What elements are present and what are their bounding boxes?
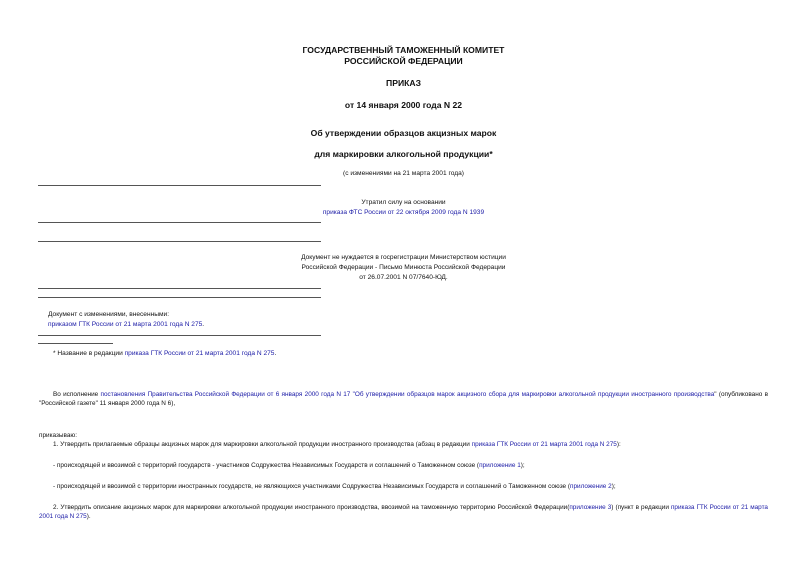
orders-label: приказываю: (39, 432, 77, 439)
doc-date-number: от 14 января 2000 года N 22 (344, 100, 463, 110)
footnote-prefix: * Название в редакции (53, 350, 125, 357)
void-notice-text: Утратил силу на основании (361, 199, 446, 206)
divider (38, 185, 321, 186)
sub-item-2 (53, 482, 768, 491)
amendment-note: (с изменениями на 21 марта 2001 года) (343, 170, 464, 177)
footnote-after: . (274, 350, 277, 357)
registration-line3: от 26.07.2001 N 07/7640-ЮД. (359, 274, 448, 281)
sub-item-2-after: ); (611, 483, 616, 490)
intro-paragraph (39, 390, 768, 409)
void-notice-block (0, 208, 807, 217)
changes-order-link[interactable]: приказом ГТК России от 21 марта 2001 года N 275 (48, 321, 203, 328)
changes-after: . (202, 321, 205, 328)
changes-label: Документ с изменениями, внесенными: (48, 311, 170, 318)
footnote (53, 349, 276, 358)
divider (38, 222, 321, 223)
item-1 (53, 440, 768, 449)
doc-title-line1: Об утверждении образцов акцизных марок (310, 128, 497, 138)
appendix-2-link[interactable]: приложение 2 (570, 483, 612, 490)
registration-line2: Российской Федерации - Письмо Минюста Российской Федерации (301, 264, 506, 271)
government-decree-link[interactable]: постановления Правительства Российской Федерации от 6 января 2000 года N 17 "Об утверждении образцов марок акцизного сбора для маркировки алкогольной продукции иностранного производства (100, 391, 715, 398)
doc-title-line2: для маркировки алкогольной продукции* (314, 149, 493, 159)
sub-item-1-text: - происходящей и ввозимой с территорий государств - участников Содружества Независимых Государств и соглашений о Таможенном союзе ( (53, 462, 480, 469)
item-2-text: 2. Утвердить описание акцизных марок для маркировки алкогольной продукции иностранного производства, ввозимой на таможенную территорию Российской Федерации( (53, 504, 570, 511)
appendix-1-link[interactable]: приложение 1 (479, 462, 521, 469)
registration-line1: Документ не нуждается в госрегистрации Министерством юстиции (301, 254, 506, 261)
divider (38, 241, 321, 242)
doc-type: ПРИКАЗ (386, 78, 421, 88)
appendix-3-link[interactable]: приложение 3 (569, 504, 612, 511)
intro-after: " (опубликовано в "Российской газете" 11 января 2000 года N 6), (39, 391, 768, 408)
sub-item-1 (53, 461, 768, 470)
divider (38, 288, 321, 289)
footnote-order-link[interactable]: приказа ГТК России от 21 марта 2001 года N 275 (124, 350, 275, 357)
sub-item-2-text: - происходящей и ввозимой с территории иностранных государств, не являющихся участниками Содружества Независимых Государств и соглашений о Таможенном союзе ( (53, 483, 571, 490)
changes-block (48, 320, 204, 329)
item-2-order-link[interactable]: приказа ГТК России от 21 марта 2001 года N 275 (39, 504, 768, 521)
divider (38, 297, 321, 298)
intro-prefix: Во исполнение (53, 391, 101, 398)
item-2 (39, 503, 768, 522)
item-2-after: ). (86, 513, 91, 521)
org-name-line1: ГОСУДАРСТВЕННЫЙ ТАМОЖЕННЫЙ КОМИТЕТ (302, 45, 505, 55)
void-order-link[interactable]: приказа ФТС России от 22 октября 2009 года N 1939 (322, 209, 485, 216)
org-name-line2: РОССИЙСКОЙ ФЕДЕРАЦИИ (344, 56, 463, 66)
divider (38, 335, 321, 336)
item-1-text: 1. Утвердить прилагаемые образцы акцизных марок для маркировки алкогольной продукции иностранного производства (абзац в редакции (53, 441, 472, 448)
item-2-mid: ) (пункт в редакции (611, 504, 671, 511)
item-1-order-link[interactable]: приказа ГТК России от 21 марта 2001 года N 275 (471, 441, 617, 448)
footnote-divider (38, 343, 113, 344)
sub-item-1-after: ); (520, 462, 525, 469)
item-1-after: ): (616, 441, 621, 448)
